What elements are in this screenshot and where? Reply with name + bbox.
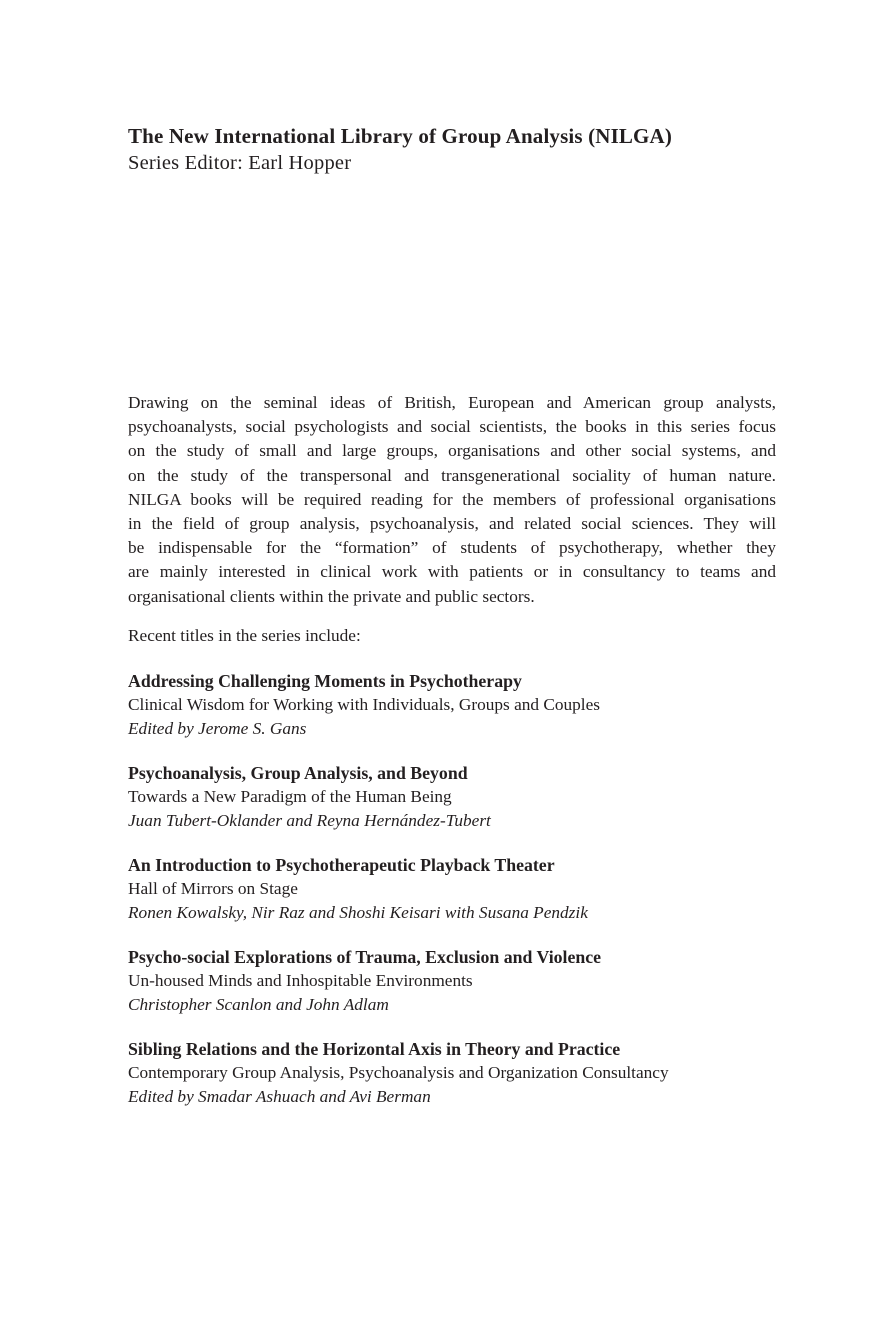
- description-line: NILGA books will be required reading for the members of professional organisations: [128, 489, 776, 509]
- book-title: Psychoanalysis, Group Analysis, and Beyond: [128, 763, 468, 783]
- book-entry: [128, 945, 788, 1037]
- book-title: Psycho-social Explorations of Trauma, Exclusion and Violence: [128, 947, 602, 967]
- book-entry: [128, 761, 788, 853]
- book-list: [128, 669, 788, 1129]
- series-title: The New International Library of Group Analysis (NILGA): [128, 124, 672, 148]
- recent-titles-label: Recent titles in the series include:: [128, 626, 361, 645]
- book-subtitle: Contemporary Group Analysis, Psychoanalysis and Organization Consultancy: [128, 1063, 669, 1082]
- book-subtitle: Hall of Mirrors on Stage: [128, 879, 298, 898]
- description-line: in the field of group analysis, psychoanalysis, and related social sciences. They will: [128, 514, 776, 534]
- book-entry: [128, 853, 788, 945]
- series-editor: Series Editor: Earl Hopper: [128, 152, 352, 174]
- series-description: [128, 391, 776, 609]
- book-title: Addressing Challenging Moments in Psychotherapy: [128, 671, 522, 691]
- description-line: organisational clients within the private and public sectors.: [128, 586, 535, 606]
- book-authors: Edited by Smadar Ashuach and Avi Berman: [128, 1087, 431, 1106]
- book-authors: Christopher Scanlon and John Adlam: [128, 995, 389, 1014]
- book-subtitle: Clinical Wisdom for Working with Individuals, Groups and Couples: [128, 695, 600, 714]
- description-line: are mainly interested in clinical work with patients or in consultancy to teams and: [128, 562, 776, 582]
- book-title: Sibling Relations and the Horizontal Axis in Theory and Practice: [128, 1039, 621, 1059]
- book-entry: [128, 1037, 788, 1129]
- book-authors: Edited by Jerome S. Gans: [128, 719, 307, 738]
- description-line: on the study of small and large groups, organisations and other social systems, and: [128, 441, 776, 461]
- book-subtitle: Towards a New Paradigm of the Human Being: [128, 787, 452, 806]
- book-subtitle: Un-housed Minds and Inhospitable Environments: [128, 971, 473, 990]
- description-line: Drawing on the seminal ideas of British, European and American group analysts,: [128, 393, 776, 412]
- book-entry: [128, 669, 788, 761]
- description-line: be indispensable for the “formation” of students of psychotherapy, whether they: [128, 538, 776, 558]
- book-authors: Juan Tubert-Oklander and Reyna Hernández-Tubert: [128, 811, 491, 830]
- book-title: An Introduction to Psychotherapeutic Playback Theater: [128, 855, 555, 875]
- book-authors: Ronen Kowalsky, Nir Raz and Shoshi Keisari with Susana Pendzik: [128, 903, 588, 922]
- description-line: psychoanalysts, social psychologists and social scientists, the books in this series focus: [128, 417, 776, 437]
- description-line: on the study of the transpersonal and transgenerational sociality of human nature.: [128, 465, 776, 485]
